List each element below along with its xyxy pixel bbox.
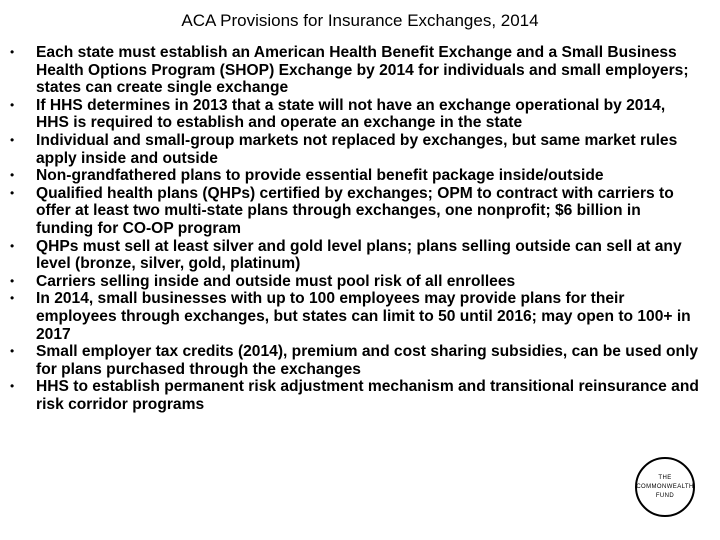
bullet-item <box>10 96 700 132</box>
slide-title: ACA Provisions for Insurance Exchanges, 2014 <box>181 11 539 30</box>
bullet-dot: • <box>10 45 15 59</box>
bullet-dot: • <box>10 168 15 183</box>
bullet-list <box>10 44 700 413</box>
bullet-item <box>10 131 700 167</box>
bullet-text: QHPs must sell at least silver and gold level plans; plans selling outside can sell at any level (bronze, silver, gold, platinum) <box>36 237 682 273</box>
bullet-item <box>10 237 700 273</box>
bullet-item <box>10 343 700 378</box>
bullet-text: Qualified health plans (QHPs) certified by exchanges; OPM to contract with carriers to offer at least two multi-state plans through exchanges, one nonprofit; $6 billion in funding for CO-OP program <box>36 184 674 237</box>
bullet-text: Each state must establish an American Health Benefit Exchange and a Small Business Health Options Program (SHOP) Exchange by 2014 for individuals and small employers; states can create single exchange <box>36 44 689 97</box>
bullet-item <box>10 378 700 413</box>
bullet-dot: • <box>10 132 15 147</box>
bullet-dot: • <box>10 273 15 288</box>
bullet-text: Non-grandfathered plans to provide essential benefit package inside/outside <box>36 167 604 185</box>
logo-line: FUND <box>655 492 675 499</box>
bullet-text: Carriers selling inside and outside must pool risk of all enrollees <box>36 272 516 290</box>
bullet-item <box>10 167 700 185</box>
bullet-text: If HHS determines in 2013 that a state will not have an exchange operational by 2014, HHS is required to establish and operate an exchange in the state <box>36 96 666 132</box>
logo-line: THE <box>658 474 672 481</box>
commonwealth-fund-logo <box>635 457 695 517</box>
bullet-item <box>10 44 700 97</box>
bullet-dot: • <box>10 185 15 200</box>
bullet-item <box>10 184 700 238</box>
bullet-dot: • <box>10 97 15 112</box>
bullet-dot: • <box>10 344 15 359</box>
bullet-dot: • <box>10 238 15 253</box>
bullet-text: In 2014, small businesses with up to 100 employees may provide plans for their employees through exchanges, but states can limit to 50 until 2016; may open to 100+ in 2017 <box>36 290 691 343</box>
bullet-item <box>10 290 700 343</box>
bullet-item <box>10 272 700 291</box>
bullet-text: HHS to establish permanent risk adjustment mechanism and transitional reinsurance and risk corridor programs <box>36 378 699 413</box>
bullet-dot: • <box>10 291 15 306</box>
bullet-dot: • <box>10 379 15 394</box>
bullet-text: Individual and small-group markets not replaced by exchanges, but same market rules apply inside and outside <box>36 131 678 167</box>
logo-line: COMMONWEALTH <box>636 483 694 490</box>
bullet-text: Small employer tax credits (2014), premium and cost sharing subsidies, can be used only for plans purchased through the exchanges <box>36 343 699 378</box>
